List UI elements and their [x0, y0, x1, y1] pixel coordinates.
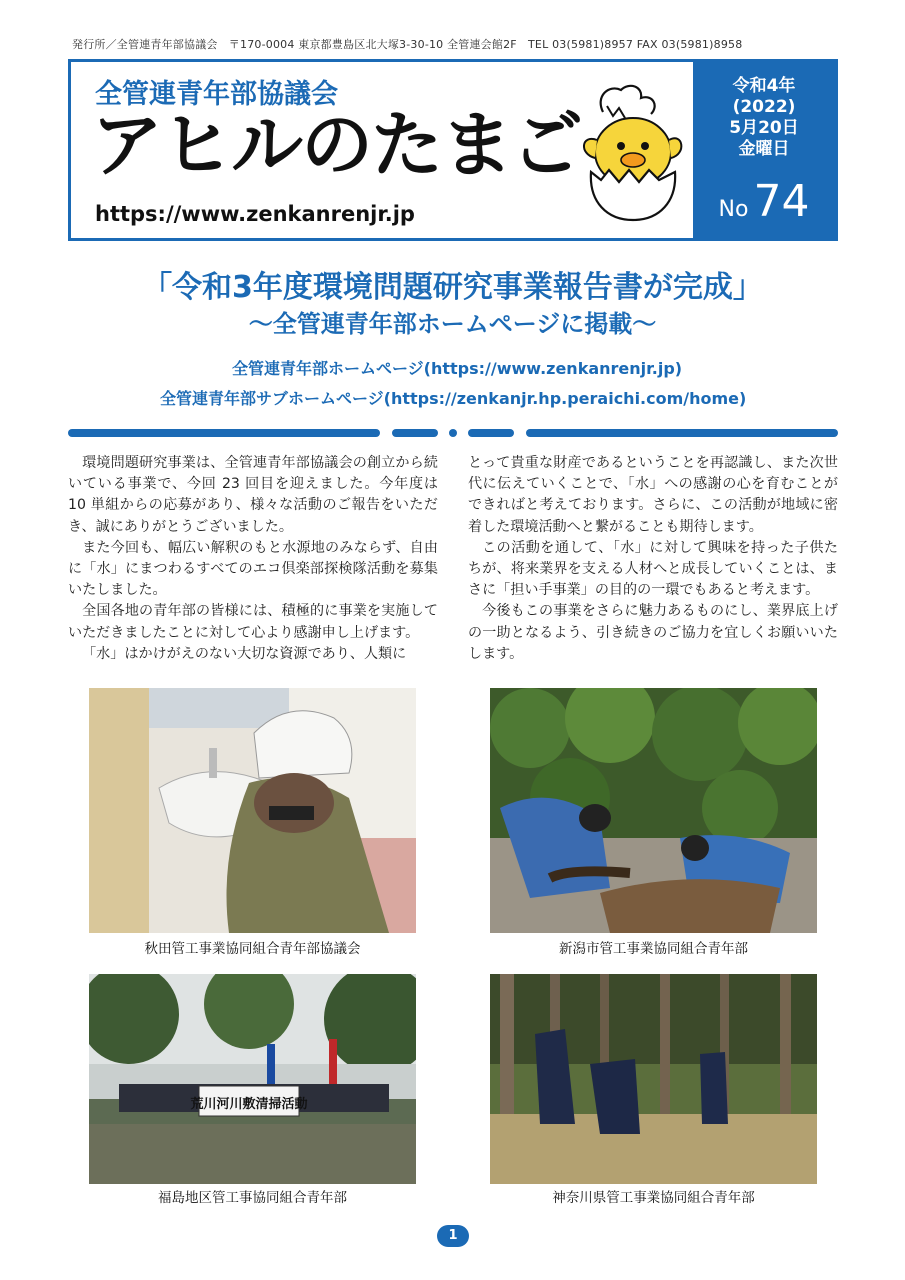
website-url[interactable]: https://www.zenkanrenjr.jp [95, 202, 415, 226]
newsletter-title: アヒルのたまご [91, 103, 582, 187]
body-paragraph: この活動を通して、「水」に対して興味を持った子供たちが、将来業界を支える人材へと成長していくことは、まさに「担い手事業」の目的の一環でもあると考えます。 [468, 539, 838, 599]
body-paragraph: 環境問題研究事業は、全管連青年部協議会の創立から続いている事業で、今回 23 回目を迎えました。今年度は 10 単組からの応募があり、様々な活動のご報告をいただき、誠にありがとうございました。 [68, 455, 438, 535]
page-number: 1 [437, 1225, 469, 1247]
publisher-info: 発行所／全管連青年部協議会 〒170-0004 東京都豊島区北大塚3-30-10 全管連会館2F TEL 03(5981)8957 FAX 03(5981)8958 [72, 38, 743, 51]
sub-homepage-link[interactable]: 全管連青年部サブホームページ(https://zenkanjr.hp.peraichi.com/home) [160, 389, 747, 408]
homepage-link[interactable]: 全管連青年部ホームページ(https://www.zenkanrenjr.jp) [232, 359, 683, 378]
date-era: 令和4年 [732, 76, 796, 96]
body-paragraph: 全国各地の青年部の皆様には、積極的に事業を実施していただきましたことに対して心より感謝申し上げます。 [68, 603, 438, 641]
section-divider [68, 425, 838, 439]
date-year: (2022) [732, 97, 796, 117]
date-day: 5月20日 [729, 118, 799, 138]
body-column-left [68, 453, 438, 665]
date-weekday: 金曜日 [738, 139, 790, 159]
photo-caption: 福島地区管工事協同組合青年部 [158, 1190, 347, 1206]
body-paragraph: とって貴重な財産であるということを再認識し、また次世代に伝えていくことで、「水」への感謝の心を育むことができればと考えております。さらに、この活動が地域に密着した環境活動へと繋がることも期待します。 [468, 455, 838, 535]
masthead [68, 59, 838, 241]
issue-number [693, 176, 835, 227]
photo-caption: 新潟市管工事業協同組合青年部 [559, 941, 748, 957]
body-paragraph: 「水」はかけがえのない大切な資源であり、人類に [82, 645, 407, 662]
duckling-in-eggshell-icon [569, 76, 689, 226]
issue-prefix: No [718, 197, 749, 222]
photo-drain-cleaning [490, 688, 817, 933]
photo-riverbank-group [89, 974, 416, 1184]
photo-sink-repair [89, 688, 416, 933]
photo-forest-cleanup [490, 974, 817, 1184]
body-column-right [468, 453, 838, 665]
subheadline: ～全管連青年部ホームページに掲載～ [248, 310, 657, 338]
headline: 「令和3年度環境問題研究事業報告書が完成」 [142, 270, 763, 305]
body-paragraph: 今後もこの事業をさらに魅力あるものにし、業界底上げの一助となるよう、引き続きのご協力を宜しくお願いいたします。 [468, 603, 838, 662]
issue-number-value: 74 [753, 176, 810, 227]
issue-date-panel [693, 62, 835, 238]
photo-caption: 秋田管工事業協同組合青年部協議会 [144, 941, 361, 957]
organization-name: 全管連青年部協議会 [95, 79, 338, 110]
masthead-title-panel [71, 62, 693, 238]
photo-caption: 神奈川県管工事業協同組合青年部 [552, 1190, 755, 1206]
river-cleanup-banner: 荒川河川敷清掃活動 [190, 1097, 308, 1112]
body-paragraph: また今回も、幅広い解釈のもと水源地のみならず、自由に「水」にまつわるすべてのエコ倶楽部探検隊活動を募集いたしました。 [68, 539, 438, 599]
